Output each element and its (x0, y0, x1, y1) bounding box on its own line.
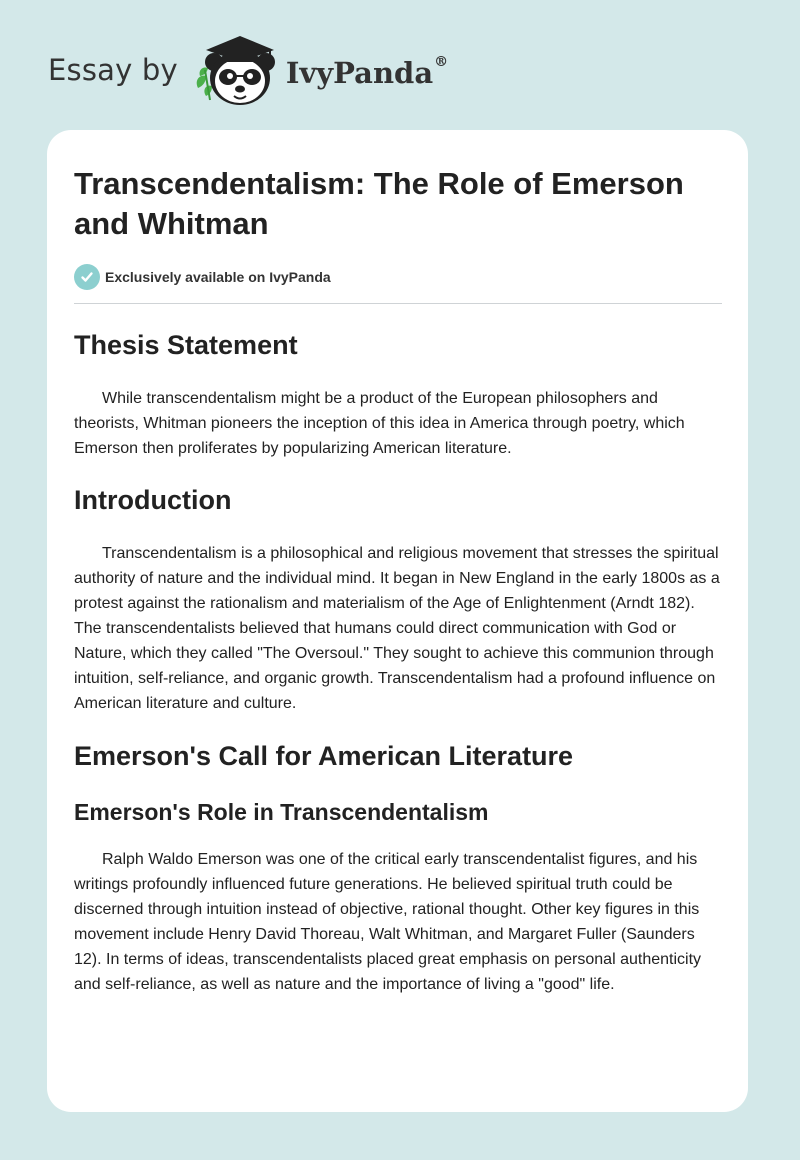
ivypanda-logo[interactable] (192, 30, 448, 110)
paragraph-thesis: While transcendentalism might be a product of the European philosophers and theorists, Whitman pioneers the inception of this idea in America through poetry, which Emerson then proliferates by popularizing American literature. (74, 390, 685, 457)
exclusive-badge-label: Exclusively available on IvyPanda (105, 268, 331, 285)
paragraph-emerson-role: Ralph Waldo Emerson was one of the critical early transcendentalist figures, and his writings profoundly influenced future generations. He believed spiritual truth could be discerned through intuition instead of objective, rational thought. Other key figures in this movement include Henry David Thoreau, Walt Whitman, and Margaret Fuller (Saunders 12). In terms of ideas, transcendentalists placed great emphasis on personal authenticity and self-reliance, as well as nature and the importance of living a "good" life. (74, 851, 702, 993)
exclusive-badge (74, 263, 722, 290)
essay-card (47, 130, 748, 1112)
page-title: Transcendentalism: The Role of Emerson and Whitman (74, 166, 684, 241)
registered-mark: ® (434, 54, 449, 70)
site-header (48, 30, 448, 110)
paragraph-introduction: Transcendentalism is a philosophical and religious movement that stresses the spiritual authority of nature and the individual mind. It began in New England in the early 1800s as a protest against the rationalism and materialism of the Age of Enlightenment (Arndt 182). The transcendentalists believed that humans could direct communication with God or Nature, which they called "The Oversoul." They sought to achieve this communion through intuition, self-reliance, and organic growth. Transcendentalism had a profound influence on American literature and culture. (74, 545, 720, 712)
essay-by-label: Essay by (48, 53, 178, 87)
divider (74, 303, 722, 304)
checkmark-icon (74, 264, 100, 290)
panda-graduate-icon (192, 30, 284, 110)
section-heading-introduction: Introduction (74, 485, 232, 515)
brand-name: IvyPanda® (285, 54, 449, 90)
section-heading-emerson-call: Emerson's Call for American Literature (74, 741, 574, 771)
section-heading-thesis: Thesis Statement (74, 330, 298, 360)
essay-content (74, 164, 722, 997)
subsection-heading-emerson-role: Emerson's Role in Transcendentalism (74, 799, 489, 825)
